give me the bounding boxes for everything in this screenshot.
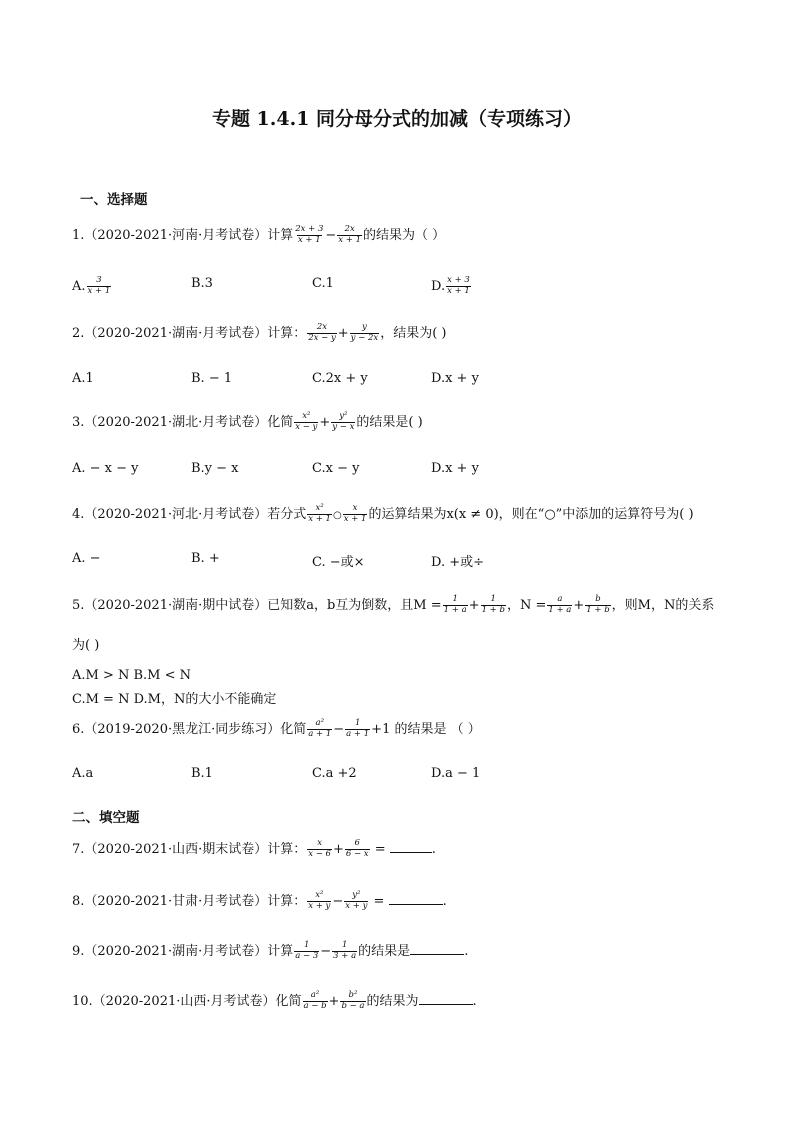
question-4: 4.（2020-2021·河北·月考试卷）若分式 $\frac{\text{x²}}{x + 1}$ ○ $\frac{x}{x + 1}$ 的运算结果为x(x ≠ 0)，则在“○”中添加的运算符号为( )	[72, 503, 694, 524]
fraction: $\frac{\text{a²}}{a + 1}$	[308, 718, 332, 739]
answer-blank	[410, 942, 464, 955]
option-b: B.y − x	[191, 461, 239, 476]
option-d: D.x + y	[431, 461, 479, 476]
option-a: A. $\frac{3}{x + 1}$	[72, 275, 111, 296]
option-c: C.x − y	[312, 461, 360, 476]
fraction: $\frac{\text{x²}}{x + 1}$	[308, 503, 331, 524]
option-a: A.1	[72, 371, 94, 386]
option-c: C.1	[312, 276, 334, 291]
option-c: C.2x + y	[312, 371, 368, 386]
option-d: D.a − 1	[431, 766, 481, 781]
fraction: $\frac{1}{1 + a}$	[443, 594, 467, 615]
option-a: A. − x − y	[72, 461, 139, 476]
answer-blank	[419, 992, 473, 1005]
fraction: $\frac{6}{6 - x}$	[345, 838, 369, 859]
page-title: 专题 1.4.1 同分母分式的加减（专项练习）	[211, 108, 583, 130]
option-d: D. +或÷	[431, 555, 485, 570]
option-b: B.3	[191, 276, 213, 291]
option-c: C. −或×	[312, 555, 365, 570]
option-a: A. −	[72, 551, 101, 566]
question-8: 8.（2020-2021·甘肃·月考试卷）计算： $\frac{\text{x²}}{x + y}$ − $\frac{\text{y²}}{x + y}$ = .	[72, 890, 447, 911]
fraction: $\frac{2x}{2x - y}$	[308, 322, 336, 343]
fraction: $\frac{\text{a²}}{a - b}$	[303, 990, 327, 1011]
section-fill: 二、填空题	[72, 810, 140, 826]
option-a: A.a	[72, 766, 94, 781]
fraction: $\frac{\text{y²}}{x + y}$	[345, 890, 368, 911]
section-choice: 一、选择题	[80, 192, 148, 208]
fraction: $\frac{\text{x²}}{x - y}$	[295, 411, 318, 432]
answer-blank	[389, 892, 443, 905]
fraction: $\frac{a}{1 + a}$	[548, 594, 572, 615]
fraction: $\frac{\text{y²}}{y - x}$	[332, 411, 355, 432]
option-ab: A.M > N B.M < N	[72, 668, 192, 683]
fraction: $\frac{1}{a + 1}$	[346, 718, 370, 739]
option-d: D.x + y	[431, 371, 479, 386]
option-c: C.a +2	[312, 766, 357, 781]
fraction: $\frac{1}{3 + a}$	[333, 940, 357, 961]
question-10: 10.（2020-2021·山西·月考试卷）化简 $\frac{\text{a²}}{a - b}$ + $\frac{\text{b²}}{b - a}$ 的结果为 .	[72, 990, 477, 1011]
question-7: 7.（2020-2021·山西·期末试卷）计算： $\frac{x}{x - 6}$ + $\frac{6}{6 - x}$ = .	[72, 838, 436, 859]
fraction: $\frac{2x}{x + 1}$	[338, 224, 362, 245]
option-d: D. $\frac{x + 3}{x + 1}$	[431, 275, 470, 296]
question-2: 2.（2020-2021·湖南·月考试卷）计算： $\frac{2x}{2x - y}$ + $\frac{y}{y - 2x}$ ，结果为( )	[72, 322, 447, 343]
option-b: B.1	[191, 766, 213, 781]
option-b: B. − 1	[191, 371, 233, 386]
fraction: $\frac{b}{1 + b}$	[586, 594, 610, 615]
question-1: 1.（2020-2021·河南·月考试卷）计算 $\frac{2x + 3}{x + 1}$ − $\frac{2x}{x + 1}$ 的结果为（ ）	[72, 224, 446, 245]
question-9: 9.（2020-2021·湖南·月考试卷）计算 $\frac{1}{a - 3}$ − $\frac{1}{3 + a}$ 的结果是 .	[72, 940, 469, 961]
fraction: $\frac{1}{a - 3}$	[295, 940, 319, 961]
option-b: B. +	[191, 551, 220, 566]
question-5-cont: 为( )	[72, 638, 100, 653]
fraction: $\frac{1}{1 + b}$	[481, 594, 505, 615]
fraction: $\frac{2x + 3}{x + 1}$	[295, 224, 324, 245]
fraction: $\frac{x}{x + 1}$	[343, 503, 367, 524]
fraction: $\frac{y}{y - 2x}$	[350, 322, 379, 343]
option-cd: C.M = N D.M，N的大小不能确定	[72, 692, 277, 707]
fraction: $\frac{x}{x - 6}$	[308, 838, 331, 859]
answer-blank	[390, 840, 432, 853]
fraction: $\frac{\text{b²}}{b - a}$	[341, 990, 365, 1011]
fraction: $\frac{\text{x²}}{x + y}$	[308, 890, 331, 911]
question-6: 6.（2019-2020·黑龙江·同步练习）化简 $\frac{\text{a²}}{a + 1}$ − $\frac{1}{a + 1}$ +1 的结果是 （ ）	[72, 718, 481, 739]
question-3: 3.（2020-2021·湖北·月考试卷）化简 $\frac{\text{x²}}{x - y}$ + $\frac{\text{y²}}{y - x}$ 的结果是( )	[72, 411, 423, 432]
question-5: 5.（2020-2021·湖南·期中试卷）已知数a，b互为倒数，且M = $\frac{1}{1 + a}$ + $\frac{1}{1 + b}$ ，N = $\frac{a}{1 + a}$ + $\frac{b}{1 + b}$ ，则M，N的关系	[72, 594, 715, 615]
